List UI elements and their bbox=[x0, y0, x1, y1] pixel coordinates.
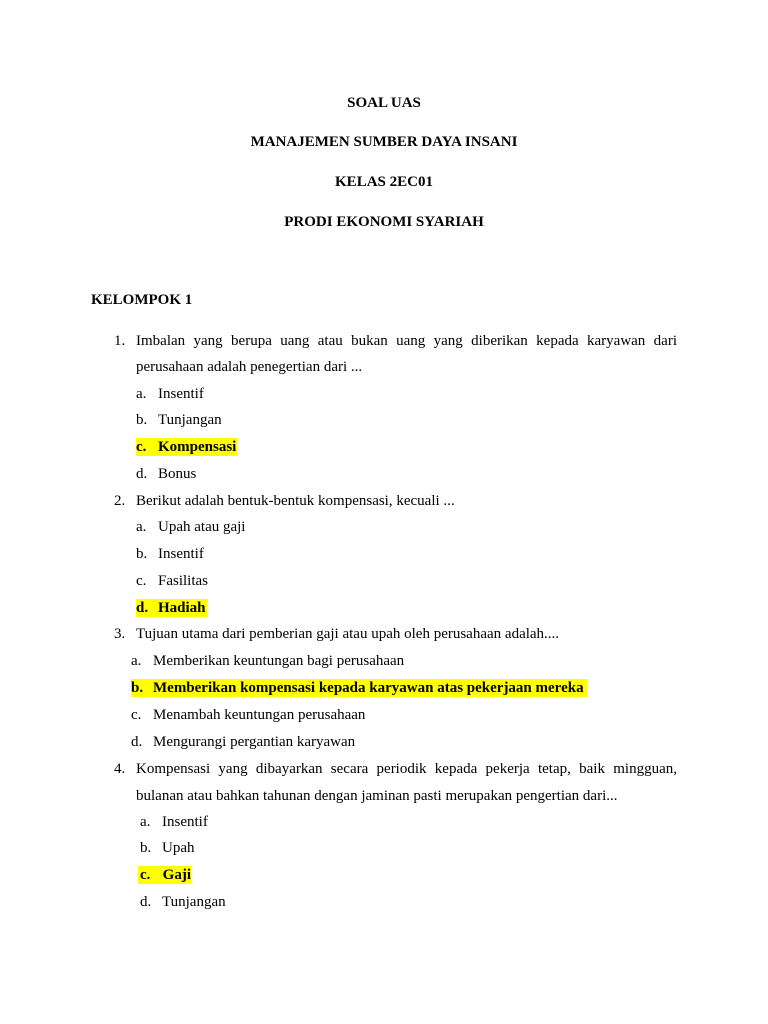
question-text-cont: perusahaan adalah penegertian dari ... bbox=[136, 359, 363, 375]
doc-title: SOAL UAS bbox=[347, 95, 421, 111]
question-number: 4. bbox=[114, 761, 126, 777]
option-letter: a. bbox=[131, 653, 142, 669]
question-text-cont: bulanan atau bahkan tahunan dengan jaminan pasti merupakan pengertian dari... bbox=[136, 788, 618, 804]
answer-highlight bbox=[136, 599, 207, 617]
option-letter: c. bbox=[136, 573, 147, 589]
question-number: 3. bbox=[114, 626, 126, 642]
question-text: Tujuan utama dari pemberian gaji atau upah oleh perusahaan adalah.... bbox=[136, 626, 560, 642]
question-text: Kompensasi yang dibayarkan secara periodik kepada pekerja tetap, baik mingguan, bbox=[136, 761, 677, 777]
option-text: Memberikan kompensasi kepada karyawan atas pekerjaan mereka bbox=[153, 680, 584, 696]
option-text: Insentif bbox=[162, 814, 208, 830]
answer-highlight bbox=[131, 679, 587, 697]
option-text: Gaji bbox=[162, 867, 191, 883]
option-letter: d. bbox=[131, 734, 143, 750]
option-text: Tunjangan bbox=[162, 894, 226, 910]
question-text: Imbalan yang berupa uang atau bukan uang yang diberikan kepada karyawan dari bbox=[136, 333, 677, 349]
option-letter: a. bbox=[136, 386, 147, 402]
option-text: Hadiah bbox=[158, 600, 206, 616]
option-text: Fasilitas bbox=[158, 573, 209, 589]
question-number: 1. bbox=[114, 333, 126, 349]
option-letter: c. bbox=[136, 439, 147, 455]
course-title: MANAJEMEN SUMBER DAYA INSANI bbox=[250, 134, 518, 150]
group-title: KELOMPOK 1 bbox=[91, 292, 193, 308]
option-letter: b. bbox=[136, 412, 148, 428]
answer-highlight bbox=[138, 866, 191, 884]
question-text: Berikut adalah bentuk-bentuk kompensasi, kecuali ... bbox=[136, 493, 455, 509]
option-text: Kompensasi bbox=[158, 439, 237, 455]
option-letter: d. bbox=[136, 466, 148, 482]
option-text: Memberikan keuntungan bagi perusahaan bbox=[153, 653, 405, 669]
option-text: Bonus bbox=[158, 466, 197, 482]
option-letter: b. bbox=[136, 546, 148, 562]
option-text: Upah atau gaji bbox=[158, 519, 246, 535]
option-letter: b. bbox=[131, 680, 144, 696]
option-letter: c. bbox=[140, 867, 151, 883]
option-letter: d. bbox=[136, 600, 149, 616]
option-text: Mengurangi pergantian karyawan bbox=[153, 734, 356, 750]
option-letter: c. bbox=[131, 707, 142, 723]
option-text: Insentif bbox=[158, 386, 204, 402]
option-letter: a. bbox=[140, 814, 151, 830]
option-text: Upah bbox=[162, 840, 195, 856]
option-letter: a. bbox=[136, 519, 147, 535]
option-text: Tunjangan bbox=[158, 412, 222, 428]
program-title: PRODI EKONOMI SYARIAH bbox=[284, 214, 484, 230]
answer-highlight bbox=[136, 438, 237, 456]
option-text: Insentif bbox=[158, 546, 204, 562]
option-letter: b. bbox=[140, 840, 152, 856]
option-text: Menambah keuntungan perusahaan bbox=[153, 707, 366, 723]
question-number: 2. bbox=[114, 493, 126, 509]
option-letter: d. bbox=[140, 894, 152, 910]
class-title: KELAS 2EC01 bbox=[335, 174, 433, 190]
